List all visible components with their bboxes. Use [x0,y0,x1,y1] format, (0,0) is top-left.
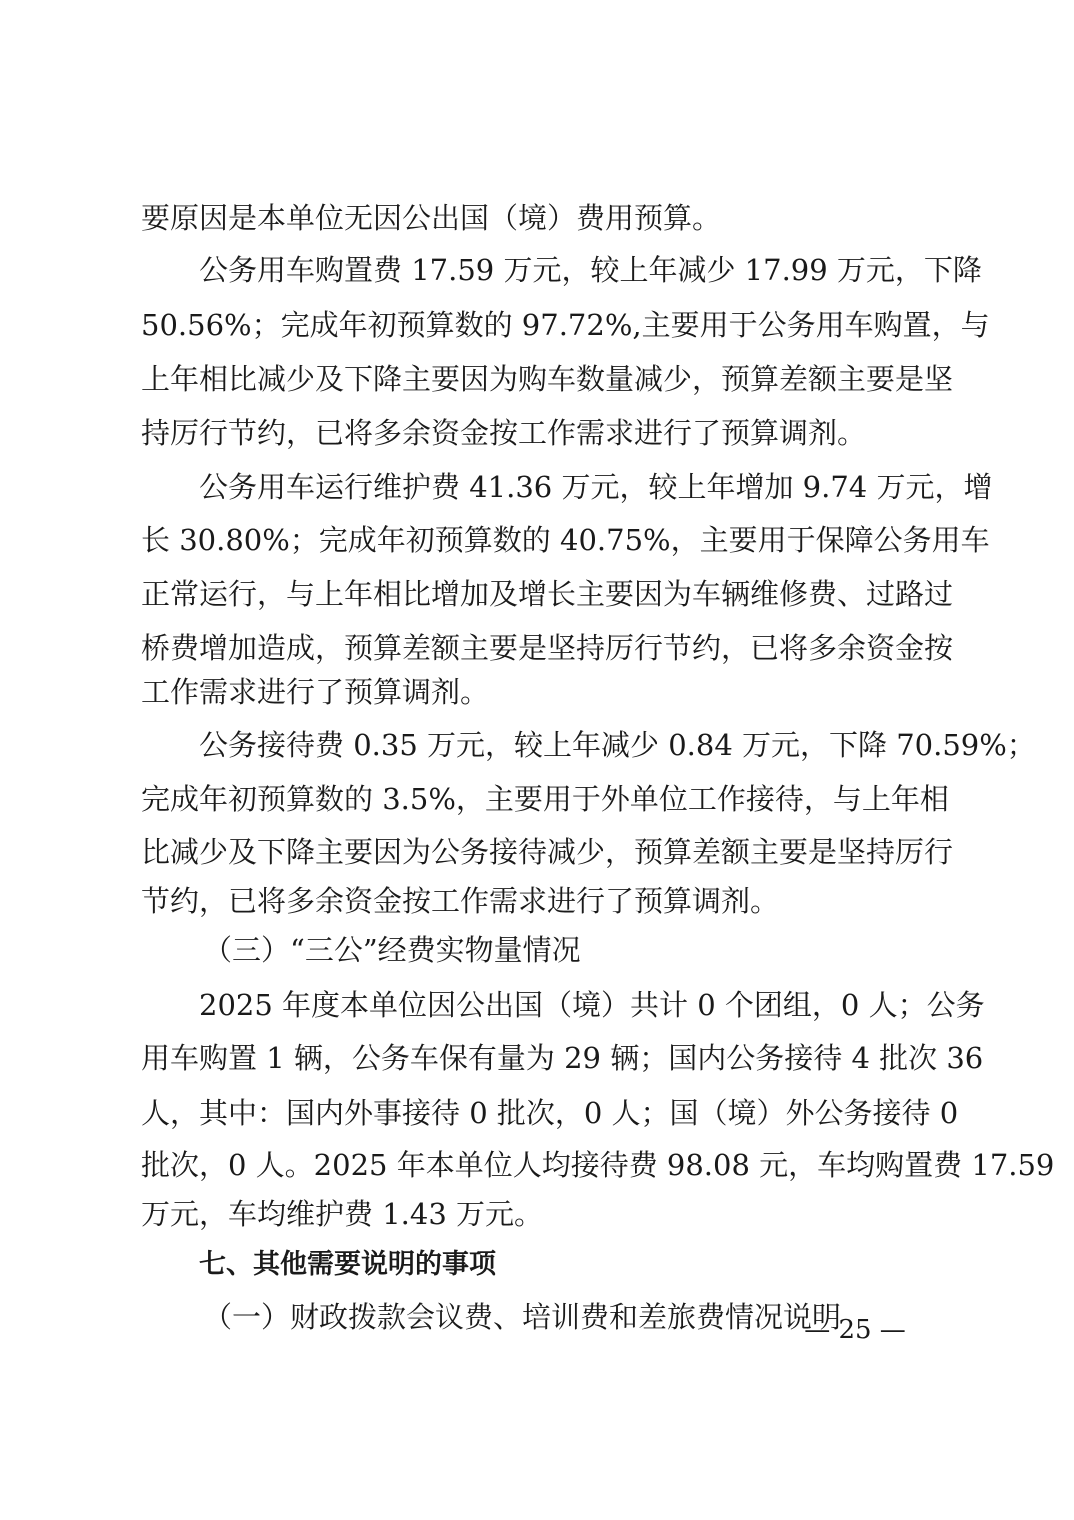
section-heading: （三）“三公”经费实物量情况 [203,933,581,967]
paragraph-line: 正常运行，与上年相比增加及增长主要因为车辆维修费、过路过 [141,577,954,611]
paragraph-line: 比减少及下降主要因为公务接待减少，预算差额主要是坚持厉行 [141,835,954,869]
paragraph-line: 万元，车均维护费 1.43 万元。 [141,1197,544,1231]
paragraph-line: 长 30.80%；完成年初预算数的 40.75%，主要用于保障公务用车 [141,523,990,557]
paragraph-line: 完成年初预算数的 3.5%，主要用于外单位工作接待，与上年相 [141,782,949,816]
paragraph-line: 持厉行节约，已将多余资金按工作需求进行了预算调剂。 [141,416,867,450]
chapter-heading: 七、其他需要说明的事项 [199,1249,496,1280]
paragraph-line: 用车购置 1 辆，公务车保有量为 29 辆；国内公务接待 4 批次 36 [141,1041,984,1075]
subsection-heading: （一）财政拨款会议费、培训费和差旅费情况说明 [203,1300,842,1334]
paragraph-line: 公务用车运行维护费 41.36 万元，较上年增加 9.74 万元，增 [199,470,993,504]
paragraph-line: 50.56%；完成年初预算数的 97.72%,主要用于公务用车购置，与 [141,308,990,342]
paragraph-line: 公务用车购置费 17.59 万元，较上年减少 17.99 万元，下降 [199,253,982,287]
paragraph-line: 人，其中：国内外事接待 0 批次，0 人；国（境）外公务接待 0 [141,1096,959,1130]
paragraph-line: 上年相比减少及下降主要因为购车数量减少，预算差额主要是坚 [141,362,954,396]
paragraph-line: 节约，已将多余资金按工作需求进行了预算调剂。 [141,884,780,918]
paragraph-line: 要原因是本单位无因公出国（境）费用预算。 [141,201,722,235]
paragraph-line: 公务接待费 0.35 万元，较上年减少 0.84 万元，下降 70.59%； [199,728,1036,762]
paragraph-line: 2025 年度本单位因公出国（境）共计 0 个团组，0 人；公务 [199,988,985,1022]
page-number: — 25 — [804,1315,906,1345]
paragraph-line: 工作需求进行了预算调剂。 [141,675,490,709]
paragraph-line: 批次，0 人。2025 年本单位人均接待费 98.08 元，车均购置费 17.59 [141,1148,1055,1182]
paragraph-line: 桥费增加造成，预算差额主要是坚持厉行节约，已将多余资金按 [141,631,954,665]
